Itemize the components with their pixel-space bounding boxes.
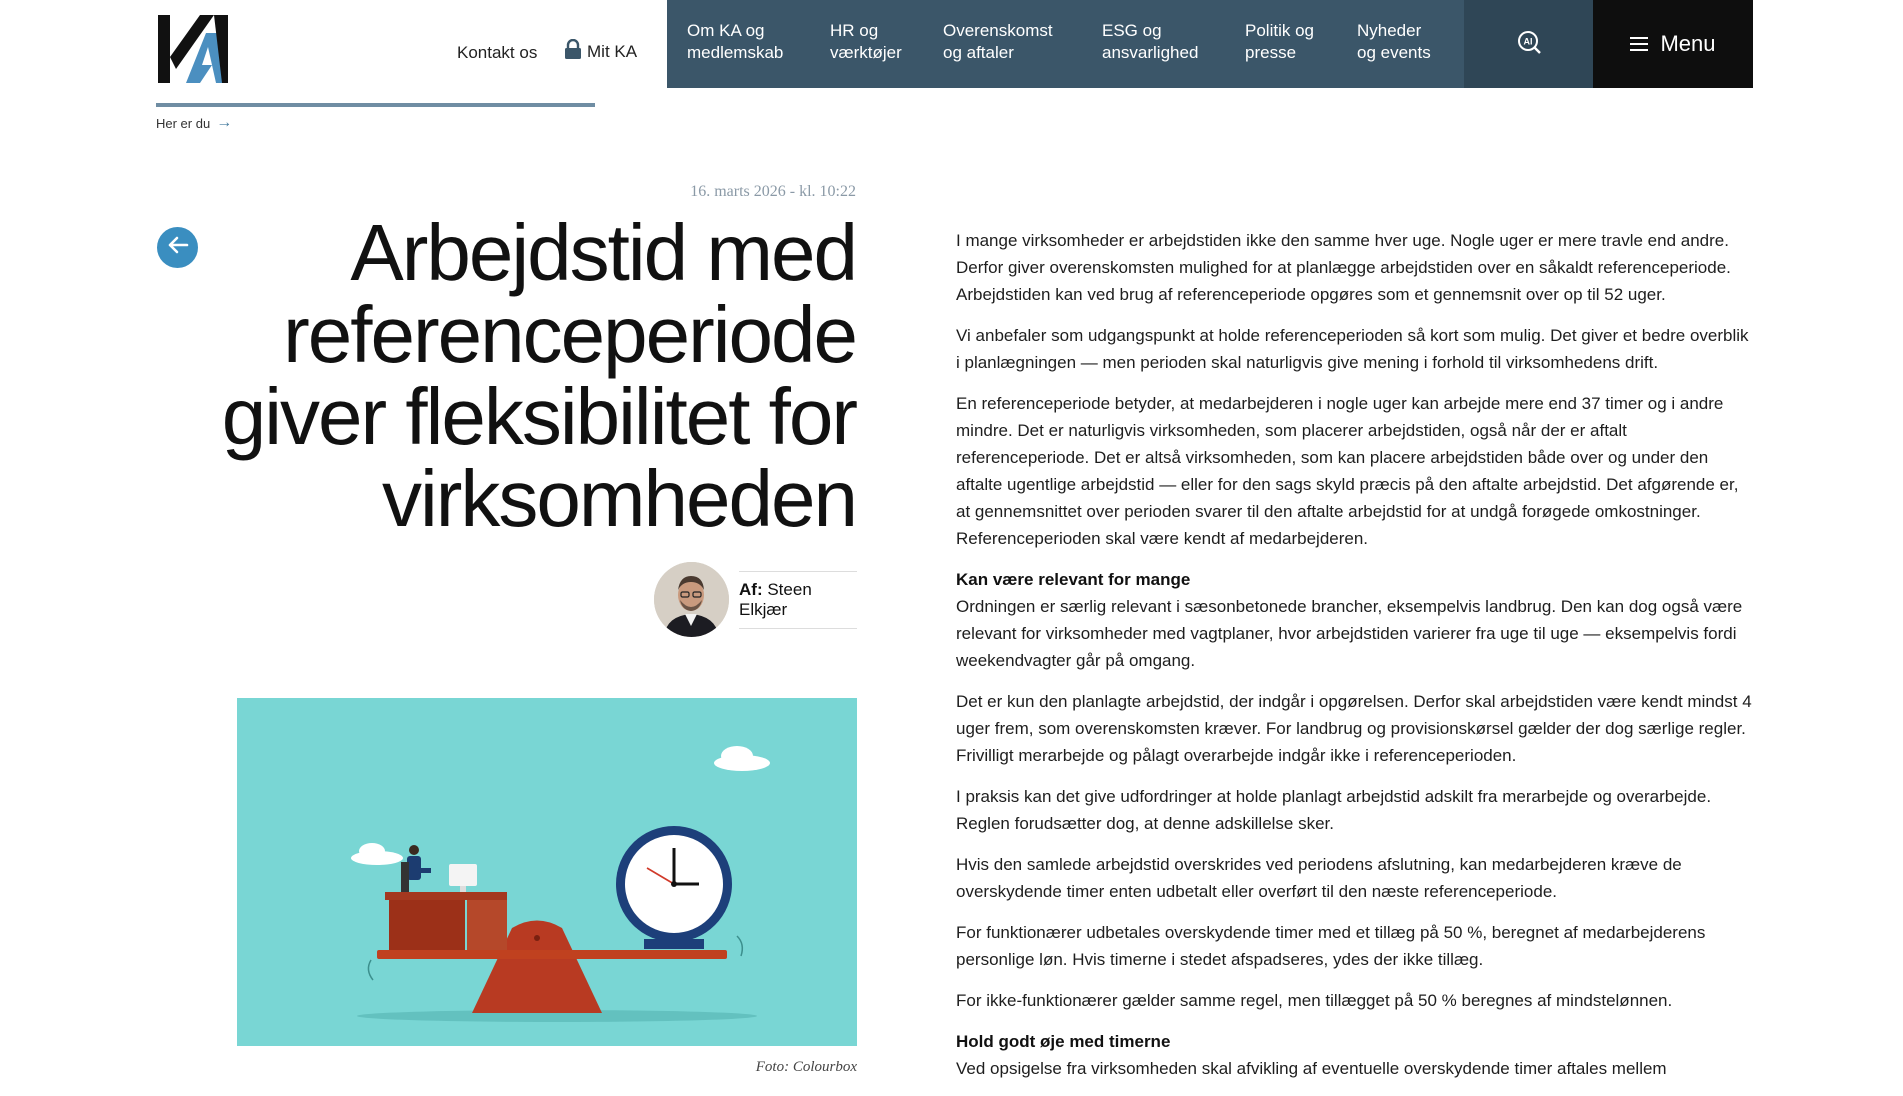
main-navigation <box>667 0 1464 88</box>
article-paragraph: Ordningen er særlig relevant i sæsonbetonede brancher, eksempelvis landbrug. Den kan dog også være relevant for virksomheder med vagtplaner, hvor arbejdstiden varierer fra uge til uge — eksempelvis fordi weekendvagter går på omgang. <box>956 597 1743 670</box>
article-paragraph: For ikke-funktionærer gælder samme regel, men tillægget på 50 % beregnes af mindstelønnen. <box>956 991 1673 1010</box>
contact-link[interactable] <box>457 43 537 63</box>
logo-underline <box>156 103 595 107</box>
image-caption: Foto: Colourbox <box>755 1059 857 1075</box>
article-paragraph: I mange virksomheder er arbejdstiden ikke den samme hver uge. Nogle uger er mere travle end andre. Derfor giver overenskomsten mulighed for at planlægge arbejdstiden over en såkaldt referenceperiode. Arbejdstiden kan ved brug af referenceperiode opgøres som et gennemsnit over op til 52 uger. <box>956 231 1731 304</box>
author-prefix: Af: <box>739 579 763 599</box>
author-name-text: Steen Elkjær <box>739 579 812 619</box>
svg-text:AI: AI <box>1523 36 1532 46</box>
arrow-left-icon <box>167 236 189 259</box>
nav-item-hr[interactable]: HR og værktøjer <box>830 21 902 62</box>
menu-label: Menu <box>1660 31 1716 56</box>
nav-item-esg[interactable]: ESG og ansvarlighed <box>1102 21 1199 62</box>
author-name <box>739 571 857 629</box>
article-paragraph: Hvis den samlede arbejdstid overskrides ved periodens afslutning, kan medarbejderen kræve de overskydende timer enten udbetalt eller overført til den næste referenceperiode. <box>956 855 1682 901</box>
hamburger-icon <box>1630 37 1648 51</box>
article-paragraph: For funktionærer udbetales overskydende timer med et tillæg på 50 %, beregnet af medarbejderens personlige løn. Hvis timerne i stedet afspadseres, ydes der ikke tillæg. <box>956 923 1706 969</box>
article-paragraph: En referenceperiode betyder, at medarbejderen i nogle uger kan arbejde mere end 37 timer og i andre mindre. Det er naturligvis virksomheden, som placerer arbejdstiden, også når der er aftalt referenceperiode. Det er altså virksomheden, som kan placere arbejdstiden både over og under den aftalte ugentlige arbejdstid — eller for den sags skyld præcis på den aftalte arbejdstid. Det afgørende er, at gennemsnittet over perioden svarer til den aftalte arbejdstid for at undgå forøgede omkostninger. Referenceperioden skal være kendt af medarbejderen. <box>956 394 1739 548</box>
author-avatar <box>654 562 729 637</box>
article-paragraph: Ved opsigelse fra virksomheden skal afvikling af eventuelle overskydende timer aftales mellem <box>956 1059 1667 1078</box>
breadcrumb[interactable] <box>156 114 232 132</box>
contact-link-label: Kontakt os <box>457 43 538 62</box>
ka-logo[interactable] <box>156 13 230 85</box>
nav-item-nyheder[interactable]: Nyheder og events <box>1357 21 1431 62</box>
back-button[interactable] <box>157 227 198 268</box>
menu-button[interactable] <box>1593 0 1753 88</box>
publish-date: 16. marts 2026 - kl. 10:22 <box>690 183 856 200</box>
subheading: Hold godt øje med timerne <box>956 1032 1171 1051</box>
article-paragraph: I praksis kan det give udfordringer at holde planlagt arbejdstid adskilt fra merarbejde og overarbejde. Reglen forudsætter dog, at denne adskillelse sker. <box>956 787 1712 833</box>
article-title: Arbejdstid med referenceperiode giver fleksibilitet for virksomheden <box>221 208 856 543</box>
lock-icon <box>565 39 581 64</box>
seesaw-plank <box>377 950 727 959</box>
nav-item-om-ka[interactable]: Om KA og medlemskab <box>687 21 784 62</box>
nav-item-overenskomst[interactable]: Overenskomst og aftaler <box>943 21 1053 62</box>
nav-item-politik[interactable]: Politik og presse <box>1245 21 1314 62</box>
article-paragraph: Det er kun den planlagte arbejdstid, der indgår i opgørelsen. Derfor skal arbejdstiden være kendt mindst 4 uger frem, som overenskomsten kræver. For landbrug og provisionskørsel gælder der dog særlige regler. Frivilligt merarbejde og pålagt overarbejde indgår ikke i referenceperioden. <box>956 692 1752 765</box>
ai-search-icon <box>1516 29 1542 60</box>
hero-illustration <box>237 698 857 1046</box>
arrow-right-icon: → <box>216 114 233 131</box>
breadcrumb-label: Her er du <box>156 115 211 131</box>
article-body <box>956 227 1756 1096</box>
author-byline <box>654 562 857 637</box>
article-paragraph: Vi anbefaler som udgangspunkt at holde referenceperioden så kort som mulig. Det giver et bedre overblik i planlægningen — men perioden skal naturligvis give mening i forhold til virksomhedens drift. <box>956 326 1749 372</box>
ai-search-button[interactable] <box>1464 0 1593 88</box>
mit-ka-link[interactable] <box>565 39 637 64</box>
subheading: Kan være relevant for mange <box>956 570 1191 589</box>
mit-ka-label: Mit KA <box>587 41 638 61</box>
